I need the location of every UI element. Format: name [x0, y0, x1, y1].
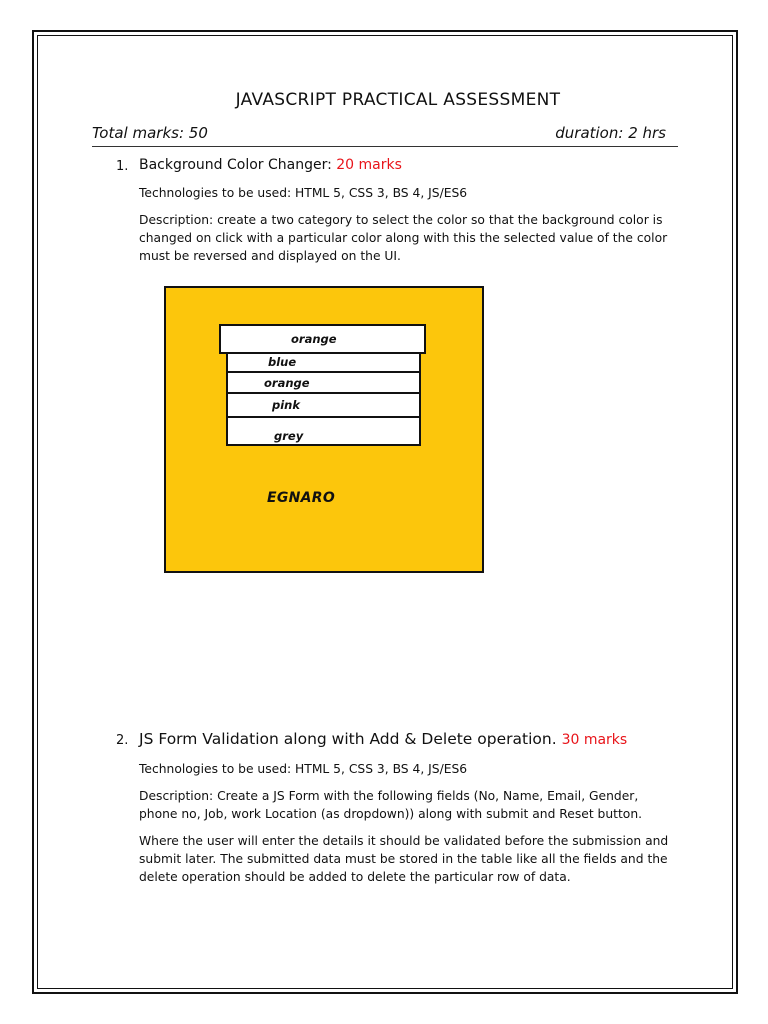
q2-details: Where the user will enter the details it should be validated before the submission and submit later. The submitted data must be stored in the table like all the fields and the delete operation should be added to delete the particular row of data.	[139, 834, 669, 884]
color-select[interactable]	[219, 324, 426, 354]
document-title: JAVASCRIPT PRACTICAL ASSESSMENT	[235, 90, 561, 110]
q1-technologies: Technologies to be used: HTML 5, CSS 3, BS 4, JS/ES6	[139, 186, 468, 200]
reversed-color-text: EGNARO	[267, 490, 336, 506]
q1-marks: 20 marks	[336, 157, 402, 173]
q1-description: Description: create a two category to select the color so that the background color is changed on click with a particular color along with this the selected value of the color must be reversed and displayed on the UI.	[139, 213, 668, 263]
q1-heading-text: Background Color Changer:	[139, 157, 332, 173]
q2-description: Description: Create a JS Form with the following fields (No, Name, Email, Gender, phone no, Job, work Location (as dropdown)) along with submit and Reset button.	[139, 789, 643, 821]
marks-duration-row	[92, 124, 678, 147]
q2-technologies: Technologies to be used: HTML 5, CSS 3, BS 4, JS/ES6	[139, 762, 468, 776]
q2-heading	[139, 730, 627, 748]
color-select-value: orange	[291, 332, 337, 346]
total-marks: Total marks: 50	[92, 124, 208, 142]
q1-heading	[139, 157, 402, 173]
option-orange[interactable]: orange	[226, 371, 421, 394]
option-pink[interactable]: pink	[226, 392, 421, 418]
option-grey[interactable]: grey	[226, 416, 421, 446]
duration: duration: 2 hrs	[555, 124, 666, 142]
q1-number: 1.	[116, 159, 129, 174]
option-blue[interactable]: blue	[226, 352, 421, 373]
q2-marks: 30 marks	[561, 732, 628, 748]
q2-heading-text: JS Form Validation along with Add & Delete operation.	[139, 730, 557, 748]
q2-number: 2.	[116, 733, 129, 748]
